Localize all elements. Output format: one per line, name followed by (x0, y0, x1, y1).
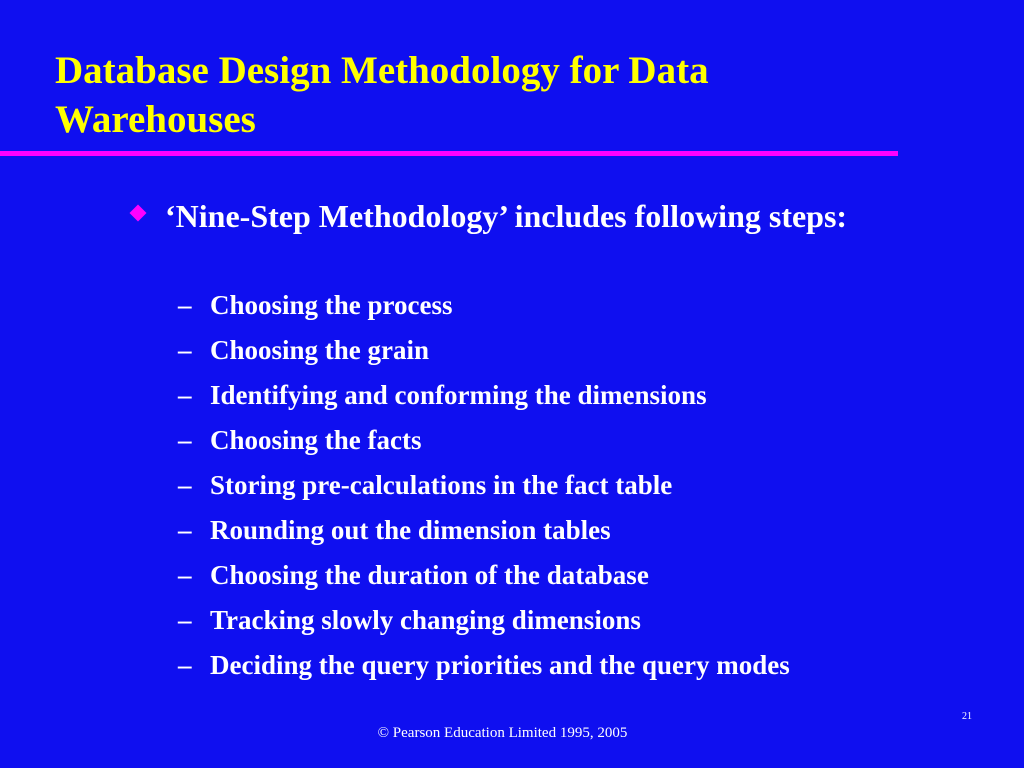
step-text: Identifying and conforming the dimensions (210, 380, 707, 410)
step-item (178, 328, 978, 373)
dash-bullet: – (178, 515, 192, 545)
step-text: Choosing the grain (210, 335, 430, 365)
dash-bullet: – (178, 605, 192, 635)
step-item (178, 463, 978, 508)
step-item (178, 553, 978, 598)
step-item (178, 283, 978, 328)
step-text: Storing pre-calculations in the fact table (210, 470, 673, 500)
step-item (178, 418, 978, 463)
slide-title: Database Design Methodology for Data Warehouses (55, 49, 709, 141)
step-item (178, 373, 978, 418)
dash-bullet: – (178, 380, 192, 410)
page-number: 21 (962, 711, 972, 722)
diamond-bullet-icon (130, 205, 147, 222)
dash-bullet: – (178, 290, 192, 320)
steps-list (178, 283, 978, 688)
step-item (178, 643, 978, 688)
main-bullet-text: ‘Nine-Step Methodology’ includes following steps: (165, 198, 848, 234)
step-text: Choosing the facts (210, 425, 422, 455)
dash-bullet: – (178, 560, 192, 590)
copyright-footer: © Pearson Education Limited 1995, 2005 (377, 725, 628, 741)
dash-bullet: – (178, 470, 192, 500)
step-text: Tracking slowly changing dimensions (210, 605, 641, 635)
step-item (178, 508, 978, 553)
step-text: Deciding the query priorities and the query modes (210, 650, 790, 680)
dash-bullet: – (178, 335, 192, 365)
dash-bullet: – (178, 425, 192, 455)
dash-bullet: – (178, 650, 192, 680)
step-item (178, 598, 978, 643)
step-text: Choosing the process (210, 290, 453, 320)
step-text: Choosing the duration of the database (210, 560, 649, 590)
step-text: Rounding out the dimension tables (210, 515, 611, 545)
title-divider (0, 151, 898, 156)
